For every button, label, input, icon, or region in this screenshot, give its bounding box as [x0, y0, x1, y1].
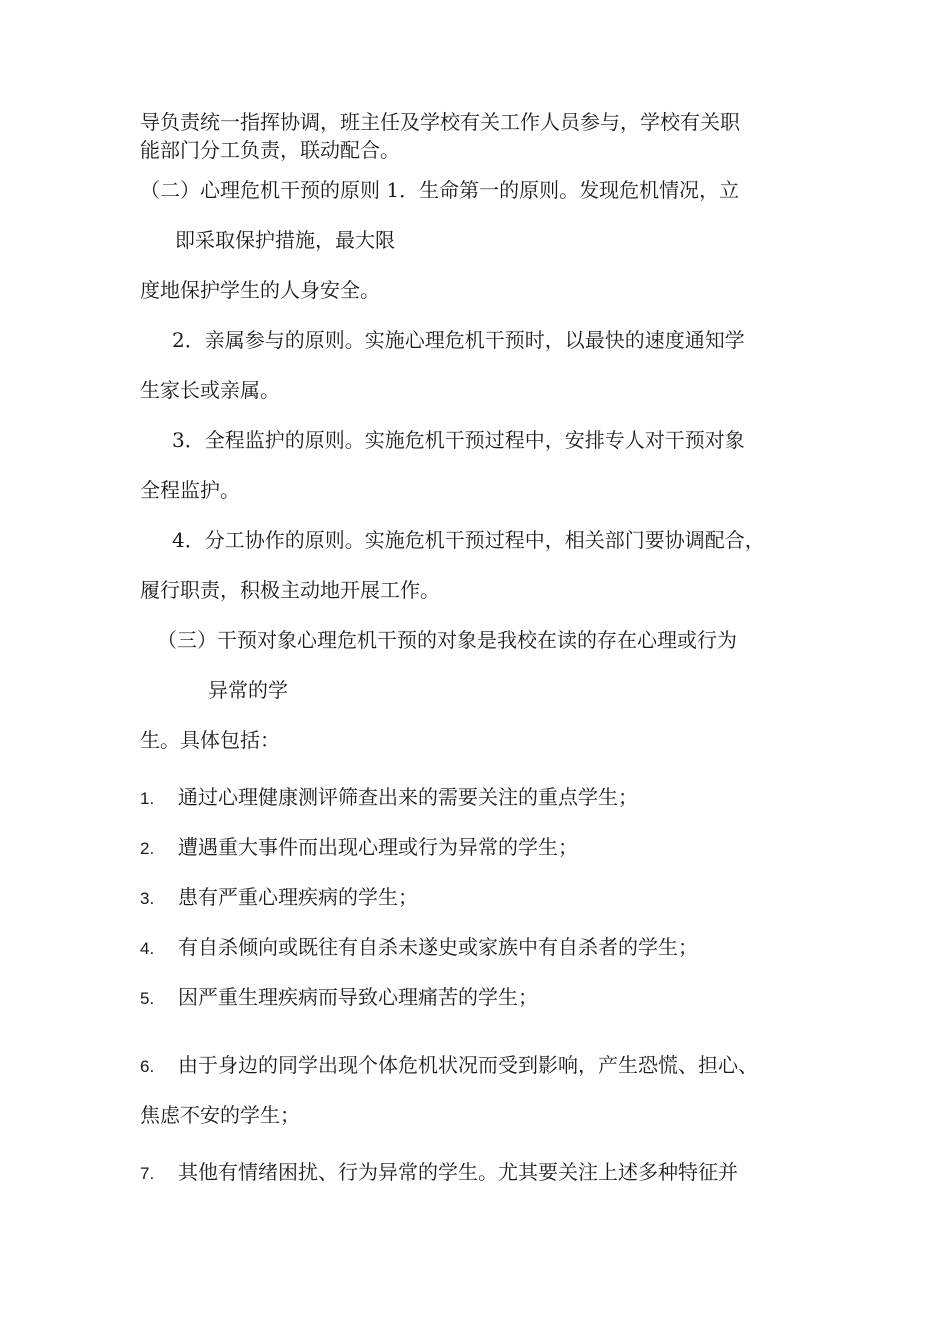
- principle-3-line-2: 全程监护。: [140, 478, 240, 502]
- list-item-text: 其他有情绪困扰、行为异常的学生。尤其要关注上述多种特征并: [178, 1160, 738, 1184]
- list-item-number: 6.: [140, 1057, 155, 1076]
- principle-2-line-1: 2．亲属参与的原则。实施心理危机干预时，以最快的速度通知学: [172, 328, 745, 352]
- list-item-text: 通过心理健康测评筛查出来的需要关注的重点学生；: [178, 785, 638, 809]
- section-3-heading-cont: 异常的学: [208, 678, 288, 702]
- list-item-number: 2.: [140, 839, 155, 858]
- list-item: [140, 1051, 758, 1081]
- list-item-number: 3.: [140, 889, 155, 908]
- list-item-number: 7.: [140, 1164, 155, 1183]
- list-item-6-cont: 焦虑不安的学生；: [140, 1103, 300, 1127]
- list-item: [140, 1158, 738, 1188]
- list-item-number: 4.: [140, 939, 155, 958]
- principle-1-end: 度地保护学生的人身安全。: [140, 278, 380, 302]
- list-item: [140, 933, 698, 963]
- principle-4-line-2: 履行职责，积极主动地开展工作。: [140, 578, 440, 602]
- list-item-text: 遭遇重大事件而出现心理或行为异常的学生；: [178, 835, 578, 859]
- section-2-heading-cont: 即采取保护措施，最大限: [175, 228, 395, 252]
- list-item-text: 由于身边的同学出现个体危机状况而受到影响，产生恐慌、担心、: [178, 1053, 758, 1077]
- list-item: [140, 833, 578, 863]
- principle-4-line-1: 4．分工协作的原则。实施危机干预过程中，相关部门要协调配合，: [172, 528, 765, 552]
- list-item: [140, 883, 418, 913]
- list-item-text: 有自杀倾向或既往有自杀未遂史或家族中有自杀者的学生；: [178, 935, 698, 959]
- principle-3-line-1: 3．全程监护的原则。实施危机干预过程中，安排专人对干预对象: [172, 428, 745, 452]
- section-2-heading: （二）心理危机干预的原则 1．生命第一的原则。发现危机情况，立: [140, 178, 740, 202]
- list-item-text: 因严重生理疾病而导致心理痛苦的学生；: [178, 985, 538, 1009]
- section-3-heading: （三）干预对象心理危机干预的对象是我校在读的存在心理或行为: [157, 628, 737, 652]
- intro-line-2: 能部门分工负责，联动配合。: [140, 138, 400, 162]
- section-3-intro-end: 生。具体包括：: [140, 728, 280, 752]
- list-item: [140, 783, 638, 813]
- list-item-number: 5.: [140, 989, 155, 1008]
- list-item-number: 1.: [140, 789, 155, 808]
- list-item-text: 患有严重心理疾病的学生；: [178, 885, 418, 909]
- principle-2-line-2: 生家长或亲属。: [140, 378, 280, 402]
- intro-line-1: 导负责统一指挥协调，班主任及学校有关工作人员参与，学校有关职: [140, 110, 740, 134]
- list-item: [140, 983, 538, 1013]
